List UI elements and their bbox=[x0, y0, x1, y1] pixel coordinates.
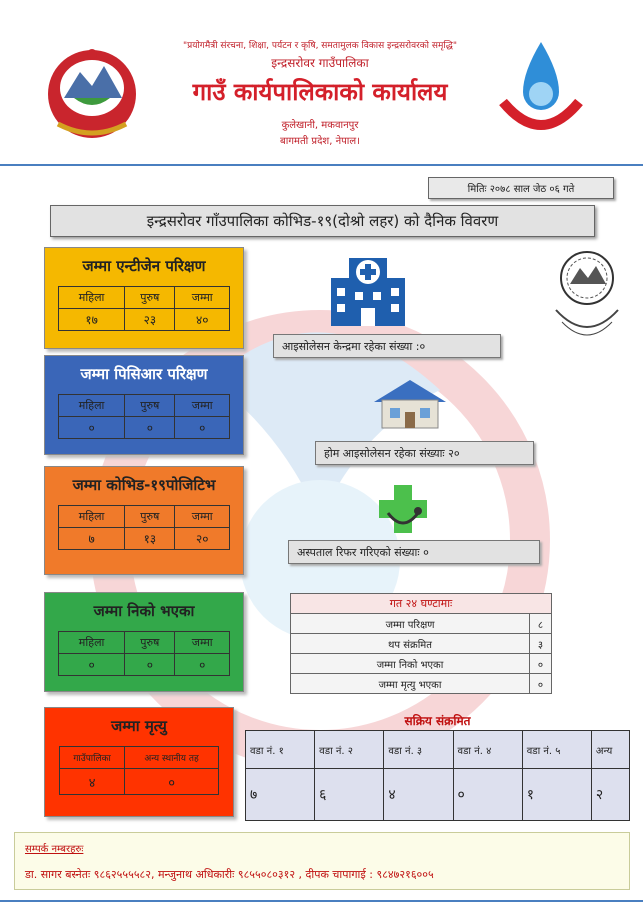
total-value: २० bbox=[175, 528, 230, 550]
office-stamp bbox=[548, 248, 626, 346]
male-value: २३ bbox=[125, 309, 175, 331]
row-value: ० bbox=[530, 654, 552, 674]
contact-box bbox=[14, 832, 630, 890]
row-label: जम्मा मृत्यु भएका bbox=[291, 674, 530, 694]
last-24-hours-table bbox=[290, 593, 552, 694]
ward-header: वडा नं. २ bbox=[315, 731, 384, 769]
card-title: जम्मा पिसिआर परिक्षण bbox=[80, 365, 208, 383]
row-label: जम्मा परिक्षण bbox=[291, 614, 530, 634]
female-value: ० bbox=[59, 417, 125, 439]
medical-cross-icon bbox=[378, 483, 428, 535]
row-value: ३ bbox=[530, 634, 552, 654]
contact-heading: सम्पर्क नम्बरहरुः bbox=[25, 844, 84, 855]
total-value: ० bbox=[175, 654, 230, 676]
address-line-1: कुलेखानी, मकवानपुर bbox=[281, 120, 359, 131]
ward-value: २ bbox=[591, 769, 629, 821]
municipality-value: ४ bbox=[60, 769, 125, 795]
nepal-emblem-logo bbox=[44, 42, 140, 142]
card-title: जम्मा एन्टीजेन परिक्षण bbox=[82, 257, 206, 275]
antigen-test-card bbox=[44, 247, 244, 349]
ward-header: वडा नं. १ bbox=[246, 731, 315, 769]
ward-active-table bbox=[245, 730, 630, 821]
home-isolation-count: होम आइसोलेसन रहेका संख्याः २० bbox=[315, 441, 534, 465]
row-label: जम्मा निको भएका bbox=[291, 654, 530, 674]
col-other-local: अन्य स्थानीय तह bbox=[125, 747, 219, 769]
other-local-value: ० bbox=[125, 769, 219, 795]
hospital-referral-count: अस्पताल रिफर गरिएको संख्याः ० bbox=[288, 540, 540, 564]
hospital-icon bbox=[327, 248, 409, 328]
ward-header: वडा नं. ३ bbox=[384, 731, 453, 769]
total-value: ४० bbox=[175, 309, 230, 331]
contact-numbers: डा. सागर बस्नेतः ९८६२५५५५८२, मन्जुनाथ अधिकारीः ९८५५०८०३१२ , दीपक चापागाई : ९८४७२१६००५ bbox=[25, 868, 434, 881]
col-male: पुरुष bbox=[125, 287, 175, 309]
ward-header: वडा नं. ५ bbox=[522, 731, 591, 769]
col-male: पुरुष bbox=[125, 395, 175, 417]
female-value: ७ bbox=[59, 528, 125, 550]
positive-card bbox=[44, 466, 244, 575]
male-value: १३ bbox=[125, 528, 175, 550]
recovered-table bbox=[58, 631, 230, 676]
report-title: इन्द्रसरोवर गाँउपालिका कोभिड-१९(दोश्रो लहर) को दैनिक विवरण bbox=[50, 205, 595, 237]
recovered-card bbox=[44, 592, 244, 692]
home-icon bbox=[370, 378, 450, 430]
isolation-center-count: आइसोलेसन केन्द्रमा रहेका संख्या :० bbox=[273, 334, 501, 358]
death-card bbox=[44, 707, 234, 817]
last24-title: गत २४ घण्टामाः bbox=[291, 594, 552, 614]
col-female: महिला bbox=[59, 632, 125, 654]
death-table bbox=[59, 746, 219, 795]
col-male: पुरुष bbox=[125, 506, 175, 528]
col-total: जम्मा bbox=[175, 287, 230, 309]
municipality-logo bbox=[497, 38, 585, 138]
office-title: गाउँ कार्यपालिकाको कार्यालय bbox=[192, 78, 448, 106]
ward-value: ० bbox=[453, 769, 522, 821]
female-value: १७ bbox=[59, 309, 125, 331]
col-female: महिला bbox=[59, 506, 125, 528]
ward-value: ७ bbox=[246, 769, 315, 821]
ward-value: ४ bbox=[384, 769, 453, 821]
col-total: जम्मा bbox=[175, 395, 230, 417]
card-title: जम्मा कोभिड-१९पोजिटिभ bbox=[72, 476, 216, 494]
date-label: मितिः २०७८ साल जेठ ०६ गते bbox=[428, 177, 614, 199]
positive-table bbox=[58, 505, 230, 550]
active-cases-title: सक्रिय संक्रमित bbox=[404, 714, 471, 728]
col-female: महिला bbox=[59, 395, 125, 417]
header-motto: "प्रयोगमैत्री संरचना, शिक्षा, पर्यटन र कृषि, समतामुलक विकास इन्द्रसरोवरको समृद्धि" bbox=[182, 41, 458, 51]
ward-value: ६ bbox=[315, 769, 384, 821]
female-value: ० bbox=[59, 654, 125, 676]
male-value: ० bbox=[125, 654, 175, 676]
pcr-table bbox=[58, 394, 230, 439]
male-value: ० bbox=[125, 417, 175, 439]
total-value: ० bbox=[175, 417, 230, 439]
col-total: जम्मा bbox=[175, 506, 230, 528]
col-male: पुरुष bbox=[125, 632, 175, 654]
address-line-2: बागमती प्रदेश, नेपाल। bbox=[280, 136, 360, 147]
ward-value: १ bbox=[522, 769, 591, 821]
card-title: जम्मा मृत्यु bbox=[111, 717, 167, 735]
card-title: जम्मा निको भएका bbox=[93, 602, 195, 620]
col-municipality: गाउँपालिका bbox=[60, 747, 125, 769]
col-female: महिला bbox=[59, 287, 125, 309]
antigen-table bbox=[58, 286, 230, 331]
municipality-name: इन्द्रसरोवर गाउँपालिका bbox=[271, 56, 369, 70]
ward-header: वडा नं. ४ bbox=[453, 731, 522, 769]
col-total: जम्मा bbox=[175, 632, 230, 654]
ward-header: अन्य bbox=[591, 731, 629, 769]
row-label: थप संक्रमित bbox=[291, 634, 530, 654]
row-value: ० bbox=[530, 674, 552, 694]
pcr-test-card bbox=[44, 355, 244, 455]
header-divider bbox=[0, 164, 643, 166]
row-value: ८ bbox=[530, 614, 552, 634]
footer-divider bbox=[0, 900, 643, 902]
